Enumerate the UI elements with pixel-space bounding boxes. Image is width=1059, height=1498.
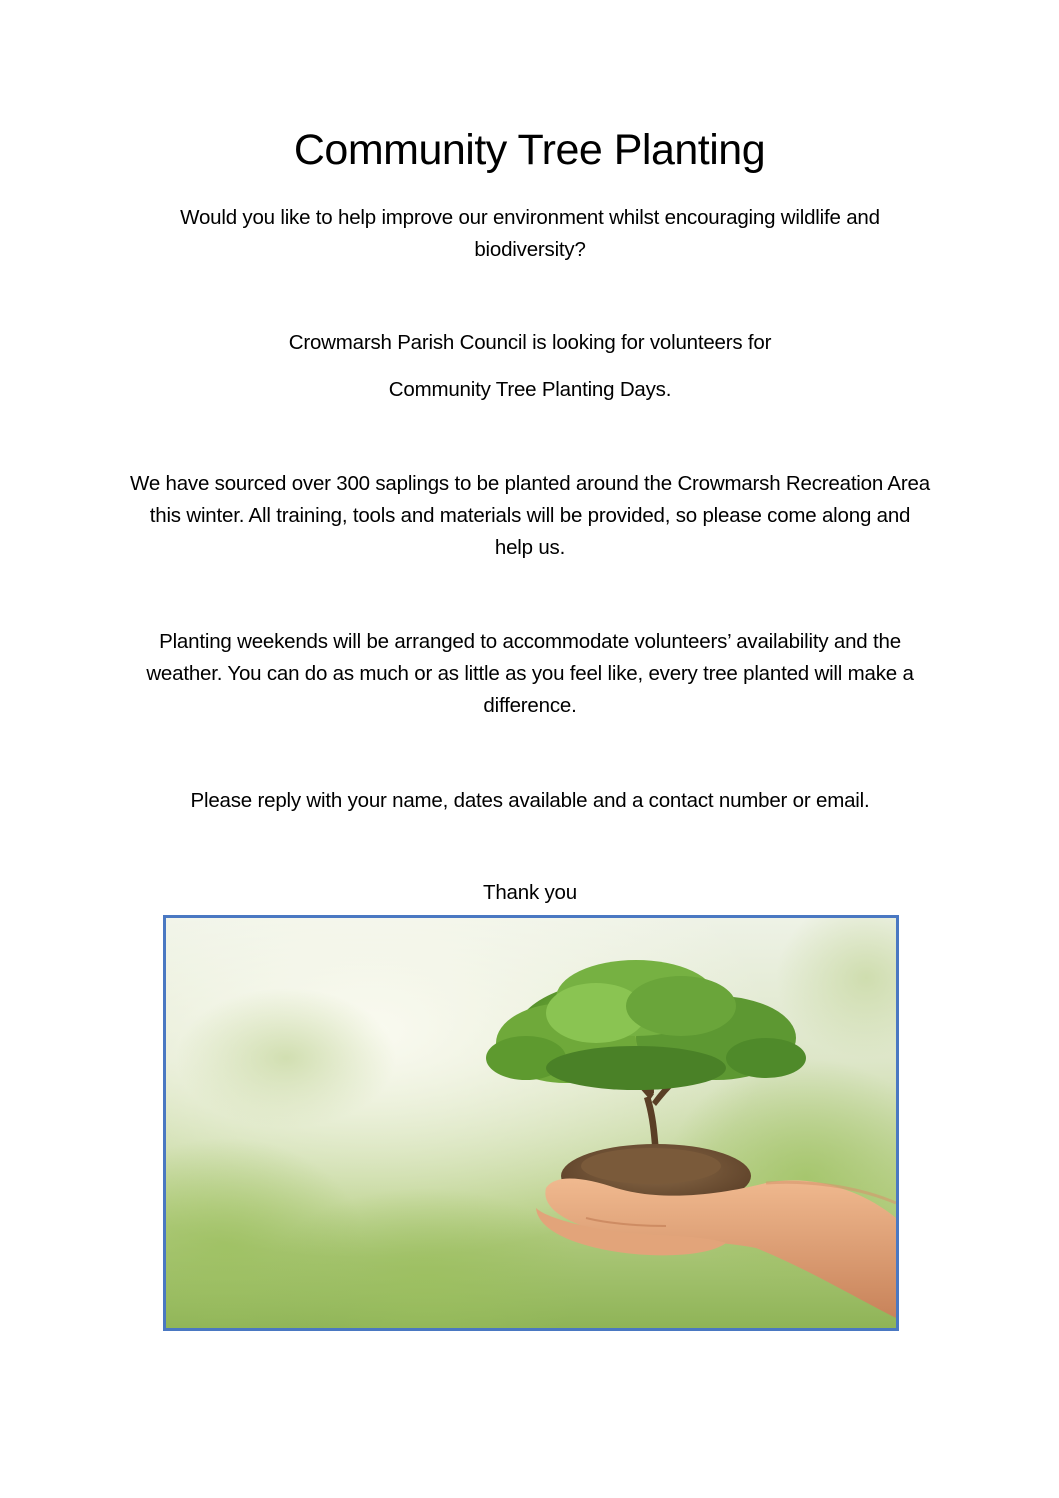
intro-paragraph: Would you like to help improve our environment whilst encouraging wildlife and biodiversity?	[180, 206, 880, 261]
council-line-1: Crowmarsh Parish Council is looking for volunteers for	[288, 331, 772, 354]
reply-paragraph: Please reply with your name, dates available and a contact number or email.	[190, 789, 870, 812]
weekends-paragraph: Planting weekends will be arranged to accommodate volunteers’ availability and the weather. You can do as much or as little as you feel like, every tree planted will make a difference.	[146, 630, 914, 717]
hands-holding-tree-illustration	[166, 918, 896, 1328]
thank-you-text: Thank you	[483, 881, 577, 904]
tree-photo	[163, 915, 899, 1331]
page-title: Community Tree Planting	[293, 126, 766, 174]
saplings-paragraph: We have sourced over 300 saplings to be planted around the Crowmarsh Recreation Area this winter. All training, tools and materials will be provided, so please come along and help us.	[130, 472, 930, 559]
council-line-2: Community Tree Planting Days.	[388, 378, 672, 401]
